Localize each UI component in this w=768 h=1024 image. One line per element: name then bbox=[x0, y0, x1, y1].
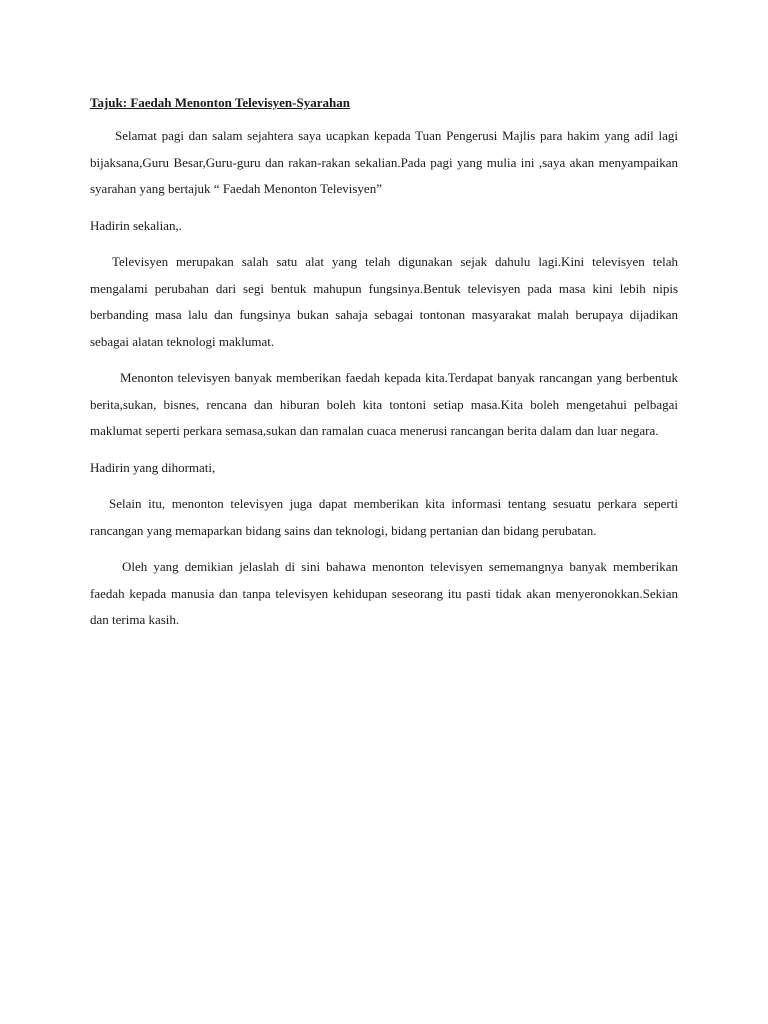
paragraph-opening: Selamat pagi dan salam sejahtera saya ucapkan kepada Tuan Pengerusi Majlis para hakim yang adil lagi bijaksana,Guru Besar,Guru-guru dan rakan-rakan sekalian.Pada pagi yang mulia ini ,saya akan menyampaikan syarahan yang bertajuk “ Faedah Menonton Televisyen” bbox=[90, 128, 678, 196]
greeting-1: Hadirin sekalian,. bbox=[90, 217, 183, 233]
document-title: Tajuk: Faedah Menonton Televisyen-Syarahan bbox=[90, 95, 350, 110]
greeting-2: Hadirin yang dihormati, bbox=[90, 459, 216, 475]
paragraph-information: Selain itu, menonton televisyen juga dapat memberikan kita informasi tentang sesuatu perkara seperti rancangan yang memaparkan bidang sains dan teknologi, bidang pertanian dan bidang perubatan. bbox=[90, 496, 678, 538]
paragraph-benefits: Menonton televisyen banyak memberikan faedah kepada kita.Terdapat banyak rancangan yang berbentuk berita,sukan, bisnes, rencana dan hiburan boleh kita tontoni setiap masa.Kita boleh mengetahui pelbagai maklumat seperti perkara semasa,sukan dan ramalan cuaca menerusi rancangan berita dalam dan luar negara. bbox=[90, 370, 678, 438]
paragraph-television-history: Televisyen merupakan salah satu alat yang telah digunakan sejak dahulu lagi.Kini televisyen telah mengalami perubahan dari segi bentuk mahupun fungsinya.Bentuk televisyen pada masa kini lebih nipis berbanding masa lalu dan fungsinya bukan sahaja sebagai tontonan masyarakat malah berupaya dijadikan sebagai alatan teknologi maklumat. bbox=[90, 254, 678, 349]
paragraph-closing: Oleh yang demikian jelaslah di sini bahawa menonton televisyen sememangnya banyak memberikan faedah kepada manusia dan tanpa televisyen kehidupan seseorang itu pasti tidak akan menyeronokkan.Sekian dan terima kasih. bbox=[90, 559, 678, 627]
